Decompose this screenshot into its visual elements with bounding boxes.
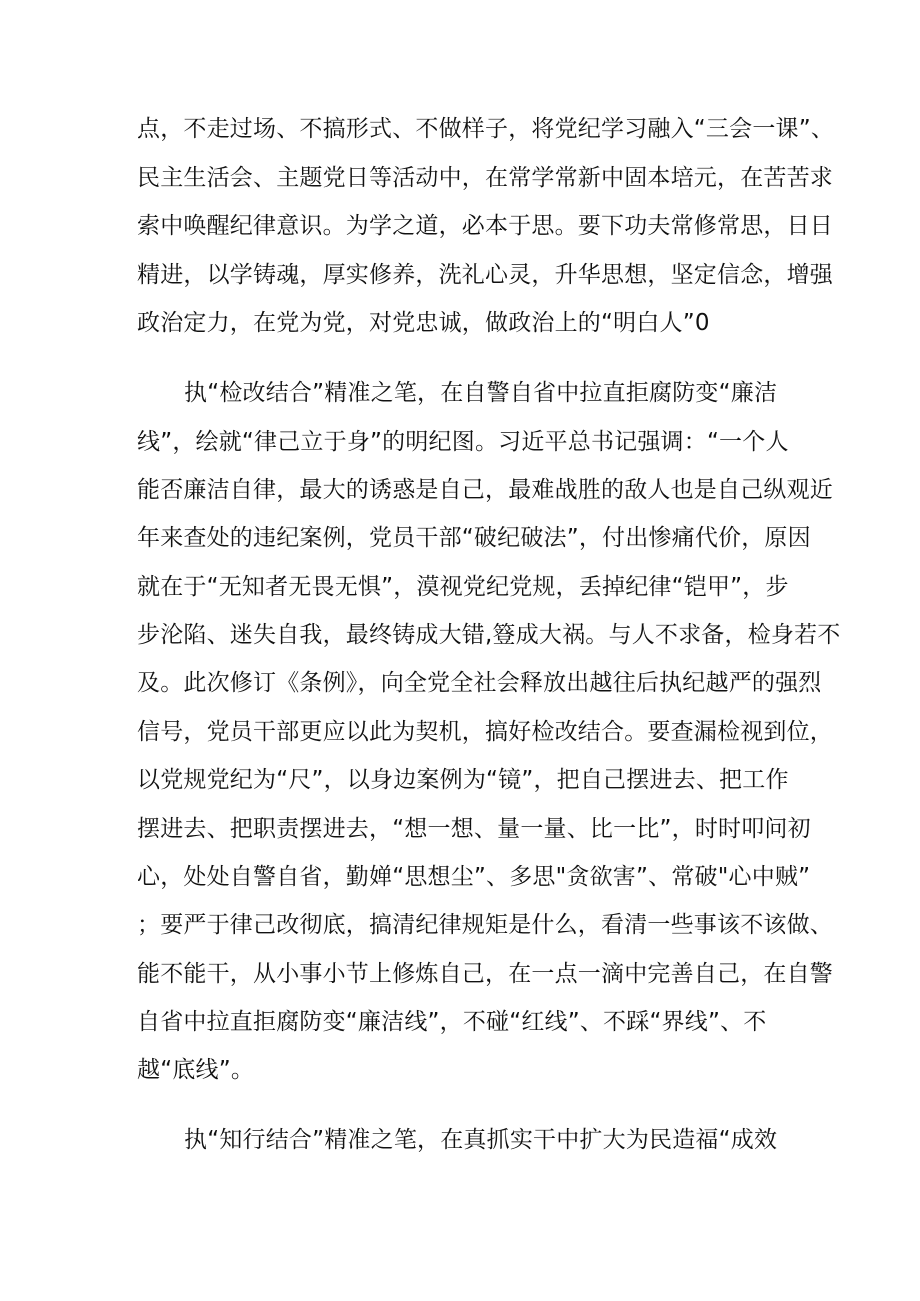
- text-line: 自省中拉直拒腐防变“廉洁线”，不碰“红线”、不踩“界线”、不: [137, 1009, 767, 1035]
- text-line: 及。此次修订《条例》，向全党全社会释放出越往后执纪越严的强烈: [137, 670, 822, 696]
- text-line: 以党规党纪为“尺”，以身边案例为“镜”，把自己摆进去、把工作: [137, 767, 789, 793]
- text-line: 年来查处的违纪案例，党员干部“破纪破法”，付出惨痛代价，原因: [137, 525, 811, 551]
- text-line: 能不能干，从小事小节上修炼自己，在一点一滴中完善自己，在自警: [137, 961, 833, 987]
- text-line: 信号，党员干部更应以此为契机，搞好检改结合。要查漏检视到位，: [137, 719, 833, 745]
- text-line: 步沦陷、迷失自我，最终铸成大错,簦成大祸。与人不求备，检身若不: [137, 622, 841, 648]
- text-line: 线”，绘就“律己立于身”的明纪图。习近平总书记强调：“一个人: [137, 429, 789, 455]
- text-line: 能否廉洁自律，最大的诱惑是自己，最难战胜的敌人也是自己纵观近: [137, 477, 833, 503]
- text-line: ；要严于律己改彻底，搞清纪律规矩是什么，看清一些事该不该做、: [137, 912, 833, 938]
- text-line: 政治定力，在党为党，对党忠诚，做政治上的“明白人”0: [137, 310, 710, 336]
- paragraph-first-line: 执“检改结合”精准之笔，在自警自省中拉直拒腐防变“廉洁: [184, 380, 778, 406]
- paragraph-first-line: 执“知行结合”精准之笔，在真抓实干中扩大为民造福“成效: [184, 1127, 778, 1153]
- text-line: 点，不走过场、不搞形式、不做样子，将党纪学习融入“三会一课”、: [137, 116, 835, 142]
- text-line: 摆进去、把职责摆进去，“想一想、量一量、比一比”，时时叩问初: [137, 816, 811, 842]
- text-line: 索中唤醒纪律意识。为学之道，必本于思。要下功夫常修常思，日日: [137, 213, 833, 239]
- text-line: 越“底线”。: [137, 1057, 255, 1083]
- text-line: 心，处处自警自省，勤婵“思想尘”、多思"贪欲害”、常破"心中贼”: [137, 864, 811, 890]
- text-line: 就在于“无知者无畏无惧”，漠视党纪党规，丢掉纪律“铠甲”，步: [137, 574, 789, 600]
- text-line: 民主生活会、主题党日等活动中，在常学常新中固本培元，在苦苦求: [137, 165, 833, 191]
- text-line: 精进，以学铸魂，厚实修养，洗礼心灵，升华思想，坚定信念，增强: [137, 262, 833, 288]
